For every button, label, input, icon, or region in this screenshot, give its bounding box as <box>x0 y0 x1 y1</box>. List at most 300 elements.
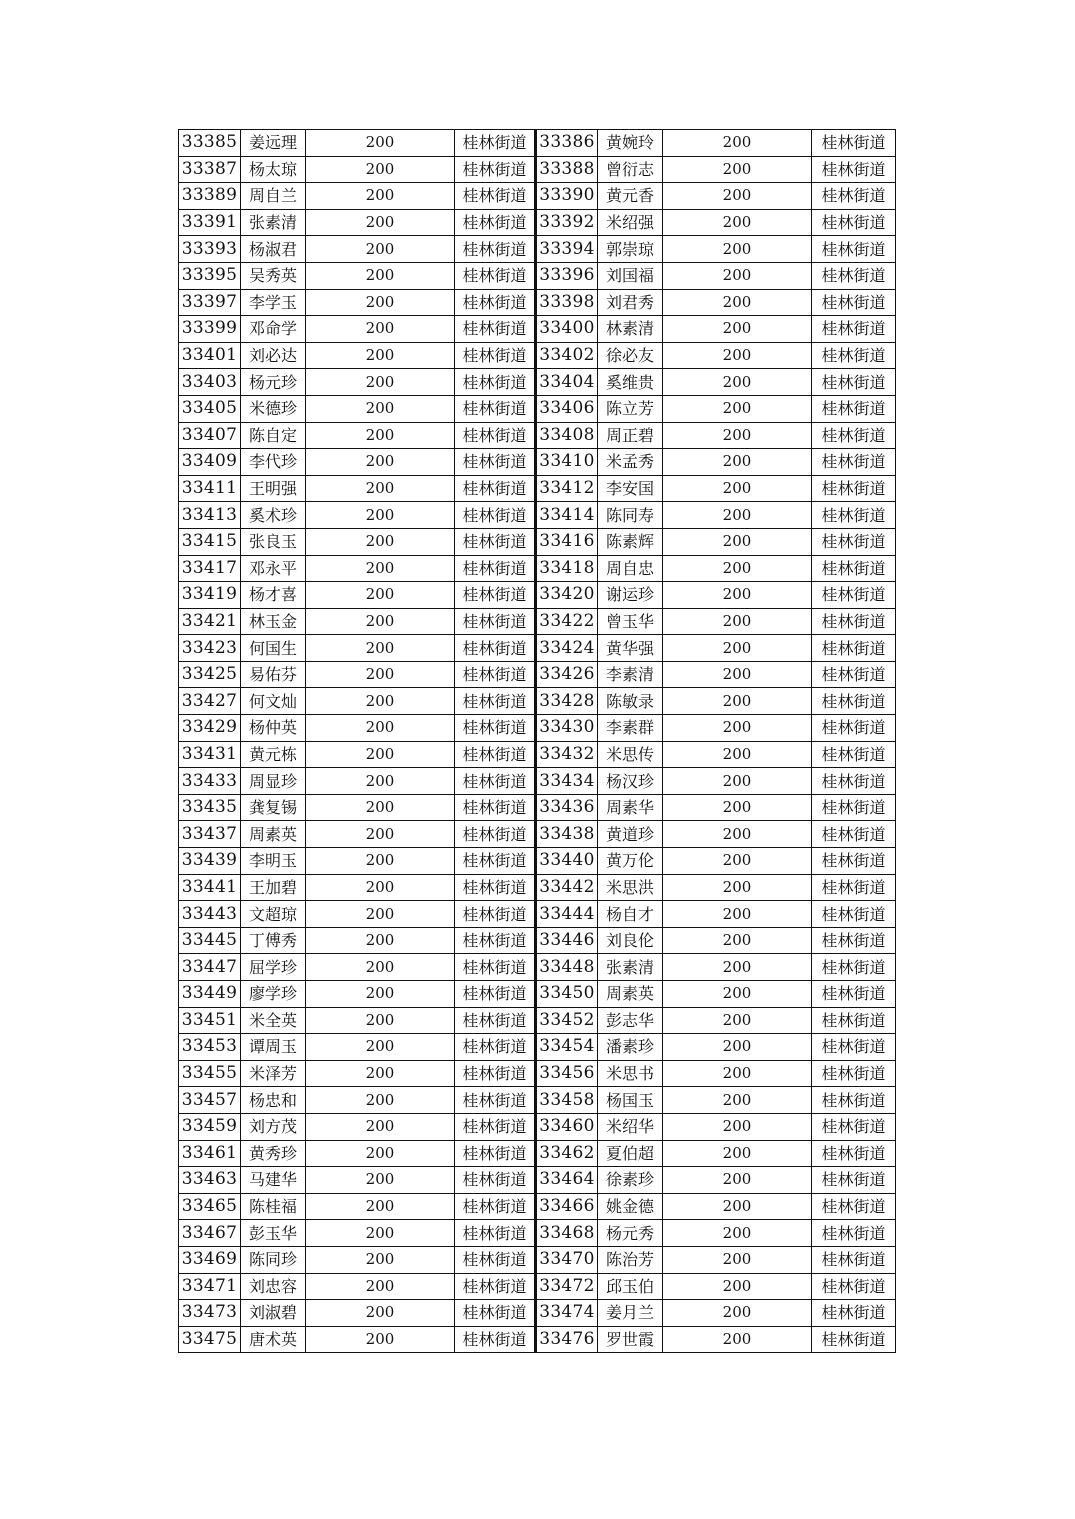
person-name-cell: 杨太琼 <box>241 156 306 183</box>
record-number-cell: 33422 <box>536 608 598 635</box>
person-name-cell: 林素清 <box>598 316 663 343</box>
table-row <box>179 901 896 928</box>
amount-cell: 200 <box>306 369 455 396</box>
street-name-cell: 桂林街道 <box>455 582 536 609</box>
record-number-cell: 33397 <box>179 289 241 316</box>
street-name-cell: 桂林街道 <box>812 635 896 662</box>
amount-cell: 200 <box>663 981 812 1008</box>
person-name-cell: 邱玉伯 <box>598 1273 663 1300</box>
amount-cell: 200 <box>663 369 812 396</box>
street-name-cell: 桂林街道 <box>455 635 536 662</box>
table-row <box>179 156 896 183</box>
amount-cell: 200 <box>663 1326 812 1353</box>
record-number-cell: 33444 <box>536 901 598 928</box>
person-name-cell: 周正碧 <box>598 422 663 449</box>
record-number-cell: 33449 <box>179 981 241 1008</box>
amount-cell: 200 <box>663 156 812 183</box>
record-number-cell: 33461 <box>179 1140 241 1167</box>
street-name-cell: 桂林街道 <box>455 209 536 236</box>
person-name-cell: 李安国 <box>598 475 663 502</box>
street-name-cell: 桂林街道 <box>455 1167 536 1194</box>
record-number-cell: 33436 <box>536 794 598 821</box>
record-number-cell: 33410 <box>536 449 598 476</box>
person-name-cell: 徐素珍 <box>598 1167 663 1194</box>
person-name-cell: 潘素珍 <box>598 1034 663 1061</box>
table-row <box>179 1113 896 1140</box>
amount-cell: 200 <box>306 1273 455 1300</box>
amount-cell: 200 <box>663 874 812 901</box>
street-name-cell: 桂林街道 <box>812 130 896 157</box>
amount-cell: 200 <box>663 794 812 821</box>
record-number-cell: 33473 <box>179 1300 241 1327</box>
street-name-cell: 桂林街道 <box>812 1060 896 1087</box>
person-name-cell: 米绍华 <box>598 1113 663 1140</box>
amount-cell: 200 <box>306 1220 455 1247</box>
person-name-cell: 黄元栋 <box>241 741 306 768</box>
amount-cell: 200 <box>306 130 455 157</box>
amount-cell: 200 <box>306 927 455 954</box>
record-number-cell: 33457 <box>179 1087 241 1114</box>
person-name-cell: 罗世霞 <box>598 1326 663 1353</box>
amount-cell: 200 <box>306 901 455 928</box>
street-name-cell: 桂林街道 <box>455 475 536 502</box>
amount-cell: 200 <box>663 661 812 688</box>
person-name-cell: 刘良伦 <box>598 927 663 954</box>
record-number-cell: 33402 <box>536 342 598 369</box>
table-row <box>179 1087 896 1114</box>
record-number-cell: 33405 <box>179 395 241 422</box>
record-number-cell: 33393 <box>179 236 241 263</box>
record-number-cell: 33450 <box>536 981 598 1008</box>
street-name-cell: 桂林街道 <box>455 768 536 795</box>
person-name-cell: 周显珍 <box>241 768 306 795</box>
person-name-cell: 姜远理 <box>241 130 306 157</box>
amount-cell: 200 <box>306 502 455 529</box>
record-number-cell: 33438 <box>536 821 598 848</box>
amount-cell: 200 <box>663 1060 812 1087</box>
street-name-cell: 桂林街道 <box>455 236 536 263</box>
street-name-cell: 桂林街道 <box>455 848 536 875</box>
street-name-cell: 桂林街道 <box>812 395 896 422</box>
person-name-cell: 马建华 <box>241 1167 306 1194</box>
amount-cell: 200 <box>306 1034 455 1061</box>
record-number-cell: 33443 <box>179 901 241 928</box>
person-name-cell: 陈立芳 <box>598 395 663 422</box>
street-name-cell: 桂林街道 <box>812 1326 896 1353</box>
table-row <box>179 1167 896 1194</box>
person-name-cell: 米泽芳 <box>241 1060 306 1087</box>
amount-cell: 200 <box>306 1087 455 1114</box>
amount-cell: 200 <box>306 1300 455 1327</box>
record-number-cell: 33464 <box>536 1167 598 1194</box>
record-number-cell: 33460 <box>536 1113 598 1140</box>
table-row <box>179 289 896 316</box>
street-name-cell: 桂林街道 <box>455 688 536 715</box>
amount-cell: 200 <box>663 927 812 954</box>
street-name-cell: 桂林街道 <box>455 741 536 768</box>
amount-cell: 200 <box>663 130 812 157</box>
record-number-cell: 33394 <box>536 236 598 263</box>
person-name-cell: 王明强 <box>241 475 306 502</box>
amount-cell: 200 <box>663 475 812 502</box>
person-name-cell: 陈素辉 <box>598 528 663 555</box>
street-name-cell: 桂林街道 <box>455 874 536 901</box>
record-number-cell: 33448 <box>536 954 598 981</box>
amount-cell: 200 <box>306 1193 455 1220</box>
person-name-cell: 张素清 <box>241 209 306 236</box>
record-number-cell: 33396 <box>536 262 598 289</box>
amount-cell: 200 <box>663 608 812 635</box>
person-name-cell: 林玉金 <box>241 608 306 635</box>
person-name-cell: 奚维贵 <box>598 369 663 396</box>
street-name-cell: 桂林街道 <box>455 555 536 582</box>
table-row <box>179 236 896 263</box>
record-number-cell: 33456 <box>536 1060 598 1087</box>
amount-cell: 200 <box>663 1034 812 1061</box>
street-name-cell: 桂林街道 <box>455 901 536 928</box>
record-number-cell: 33407 <box>179 422 241 449</box>
record-number-cell: 33398 <box>536 289 598 316</box>
street-name-cell: 桂林街道 <box>812 1034 896 1061</box>
street-name-cell: 桂林街道 <box>812 1140 896 1167</box>
street-name-cell: 桂林街道 <box>812 1300 896 1327</box>
table-row <box>179 502 896 529</box>
table-row <box>179 449 896 476</box>
street-name-cell: 桂林街道 <box>812 715 896 742</box>
amount-cell: 200 <box>663 449 812 476</box>
table-row <box>179 741 896 768</box>
person-name-cell: 邓命学 <box>241 316 306 343</box>
person-name-cell: 龚复锡 <box>241 794 306 821</box>
person-name-cell: 杨元秀 <box>598 1220 663 1247</box>
record-number-cell: 33399 <box>179 316 241 343</box>
street-name-cell: 桂林街道 <box>812 981 896 1008</box>
record-number-cell: 33439 <box>179 848 241 875</box>
amount-cell: 200 <box>663 1113 812 1140</box>
amount-cell: 200 <box>663 183 812 210</box>
table-row <box>179 1326 896 1353</box>
record-number-cell: 33409 <box>179 449 241 476</box>
table-row <box>179 342 896 369</box>
amount-cell: 200 <box>663 1007 812 1034</box>
person-name-cell: 邓永平 <box>241 555 306 582</box>
record-number-cell: 33385 <box>179 130 241 157</box>
street-name-cell: 桂林街道 <box>455 1087 536 1114</box>
record-number-cell: 33474 <box>536 1300 598 1327</box>
amount-cell: 200 <box>663 1300 812 1327</box>
record-number-cell: 33421 <box>179 608 241 635</box>
record-number-cell: 33427 <box>179 688 241 715</box>
record-number-cell: 33469 <box>179 1246 241 1273</box>
street-name-cell: 桂林街道 <box>812 1167 896 1194</box>
record-number-cell: 33475 <box>179 1326 241 1353</box>
street-name-cell: 桂林街道 <box>812 874 896 901</box>
street-name-cell: 桂林街道 <box>812 901 896 928</box>
street-name-cell: 桂林街道 <box>455 927 536 954</box>
street-name-cell: 桂林街道 <box>455 130 536 157</box>
street-name-cell: 桂林街道 <box>455 1113 536 1140</box>
street-name-cell: 桂林街道 <box>812 608 896 635</box>
street-name-cell: 桂林街道 <box>812 289 896 316</box>
person-name-cell: 杨才喜 <box>241 582 306 609</box>
amount-cell: 200 <box>663 1140 812 1167</box>
record-number-cell: 33466 <box>536 1193 598 1220</box>
record-number-cell: 33451 <box>179 1007 241 1034</box>
record-number-cell: 33428 <box>536 688 598 715</box>
record-number-cell: 33411 <box>179 475 241 502</box>
table-row <box>179 1060 896 1087</box>
table-row <box>179 794 896 821</box>
table-row <box>179 954 896 981</box>
amount-cell: 200 <box>663 1220 812 1247</box>
record-number-cell: 33420 <box>536 582 598 609</box>
person-name-cell: 何国生 <box>241 635 306 662</box>
street-name-cell: 桂林街道 <box>455 981 536 1008</box>
amount-cell: 200 <box>663 582 812 609</box>
amount-cell: 200 <box>663 555 812 582</box>
amount-cell: 200 <box>306 582 455 609</box>
record-number-cell: 33468 <box>536 1220 598 1247</box>
person-name-cell: 杨淑君 <box>241 236 306 263</box>
amount-cell: 200 <box>306 528 455 555</box>
record-number-cell: 33390 <box>536 183 598 210</box>
record-number-cell: 33442 <box>536 874 598 901</box>
amount-cell: 200 <box>306 954 455 981</box>
amount-cell: 200 <box>306 661 455 688</box>
amount-cell: 200 <box>306 821 455 848</box>
table-row <box>179 821 896 848</box>
street-name-cell: 桂林街道 <box>812 502 896 529</box>
person-name-cell: 王加碧 <box>241 874 306 901</box>
amount-cell: 200 <box>663 821 812 848</box>
street-name-cell: 桂林街道 <box>812 528 896 555</box>
record-number-cell: 33392 <box>536 209 598 236</box>
record-number-cell: 33458 <box>536 1087 598 1114</box>
record-number-cell: 33467 <box>179 1220 241 1247</box>
person-name-cell: 丁傅秀 <box>241 927 306 954</box>
amount-cell: 200 <box>306 688 455 715</box>
record-number-cell: 33476 <box>536 1326 598 1353</box>
amount-cell: 200 <box>663 635 812 662</box>
amount-cell: 200 <box>663 209 812 236</box>
amount-cell: 200 <box>306 262 455 289</box>
street-name-cell: 桂林街道 <box>812 555 896 582</box>
street-name-cell: 桂林街道 <box>812 741 896 768</box>
table-row <box>179 715 896 742</box>
person-name-cell: 米绍强 <box>598 209 663 236</box>
street-name-cell: 桂林街道 <box>455 369 536 396</box>
street-name-cell: 桂林街道 <box>812 236 896 263</box>
person-name-cell: 徐必友 <box>598 342 663 369</box>
person-name-cell: 刘淑碧 <box>241 1300 306 1327</box>
person-name-cell: 陈桂福 <box>241 1193 306 1220</box>
street-name-cell: 桂林街道 <box>455 715 536 742</box>
record-number-cell: 33387 <box>179 156 241 183</box>
record-number-cell: 33404 <box>536 369 598 396</box>
record-number-cell: 33415 <box>179 528 241 555</box>
person-name-cell: 米孟秀 <box>598 449 663 476</box>
street-name-cell: 桂林街道 <box>812 848 896 875</box>
table-row <box>179 768 896 795</box>
amount-cell: 200 <box>306 768 455 795</box>
record-number-cell: 33418 <box>536 555 598 582</box>
amount-cell: 200 <box>663 688 812 715</box>
street-name-cell: 桂林街道 <box>455 449 536 476</box>
amount-cell: 200 <box>306 874 455 901</box>
street-name-cell: 桂林街道 <box>812 661 896 688</box>
amount-cell: 200 <box>663 741 812 768</box>
person-name-cell: 奚术珍 <box>241 502 306 529</box>
amount-cell: 200 <box>663 715 812 742</box>
table-row <box>179 316 896 343</box>
amount-cell: 200 <box>306 449 455 476</box>
table-row <box>179 555 896 582</box>
street-name-cell: 桂林街道 <box>455 395 536 422</box>
person-name-cell: 杨国玉 <box>598 1087 663 1114</box>
table-row <box>179 369 896 396</box>
person-name-cell: 曾玉华 <box>598 608 663 635</box>
record-number-cell: 33406 <box>536 395 598 422</box>
person-name-cell: 刘国福 <box>598 262 663 289</box>
amount-cell: 200 <box>663 262 812 289</box>
street-name-cell: 桂林街道 <box>455 1193 536 1220</box>
roster-body <box>179 130 896 1353</box>
table-row <box>179 1193 896 1220</box>
roster-table <box>178 129 896 1353</box>
record-number-cell: 33446 <box>536 927 598 954</box>
person-name-cell: 张素清 <box>598 954 663 981</box>
person-name-cell: 姜月兰 <box>598 1300 663 1327</box>
table-row <box>179 528 896 555</box>
person-name-cell: 李学玉 <box>241 289 306 316</box>
table-row <box>179 1220 896 1247</box>
amount-cell: 200 <box>306 635 455 662</box>
person-name-cell: 杨汉珍 <box>598 768 663 795</box>
table-row <box>179 209 896 236</box>
person-name-cell: 陈治芳 <box>598 1246 663 1273</box>
table-row <box>179 1007 896 1034</box>
table-row <box>179 874 896 901</box>
record-number-cell: 33432 <box>536 741 598 768</box>
person-name-cell: 杨仲英 <box>241 715 306 742</box>
table-row <box>179 582 896 609</box>
street-name-cell: 桂林街道 <box>812 209 896 236</box>
street-name-cell: 桂林街道 <box>455 422 536 449</box>
person-name-cell: 屈学珍 <box>241 954 306 981</box>
amount-cell: 200 <box>306 1060 455 1087</box>
amount-cell: 200 <box>306 183 455 210</box>
table-row <box>179 688 896 715</box>
street-name-cell: 桂林街道 <box>812 1193 896 1220</box>
street-name-cell: 桂林街道 <box>455 661 536 688</box>
amount-cell: 200 <box>306 209 455 236</box>
person-name-cell: 刘忠容 <box>241 1273 306 1300</box>
person-name-cell: 刘必达 <box>241 342 306 369</box>
street-name-cell: 桂林街道 <box>812 316 896 343</box>
record-number-cell: 33426 <box>536 661 598 688</box>
street-name-cell: 桂林街道 <box>812 1087 896 1114</box>
person-name-cell: 米德珍 <box>241 395 306 422</box>
record-number-cell: 33459 <box>179 1113 241 1140</box>
amount-cell: 200 <box>306 741 455 768</box>
street-name-cell: 桂林街道 <box>455 1220 536 1247</box>
person-name-cell: 陈同寿 <box>598 502 663 529</box>
amount-cell: 200 <box>306 794 455 821</box>
street-name-cell: 桂林街道 <box>812 262 896 289</box>
person-name-cell: 谢运珍 <box>598 582 663 609</box>
person-name-cell: 杨自才 <box>598 901 663 928</box>
record-number-cell: 33453 <box>179 1034 241 1061</box>
person-name-cell: 黄万伦 <box>598 848 663 875</box>
table-row <box>179 661 896 688</box>
amount-cell: 200 <box>663 1273 812 1300</box>
table-row <box>179 395 896 422</box>
table-row <box>179 475 896 502</box>
street-name-cell: 桂林街道 <box>812 183 896 210</box>
street-name-cell: 桂林街道 <box>812 449 896 476</box>
person-name-cell: 陈自定 <box>241 422 306 449</box>
amount-cell: 200 <box>663 768 812 795</box>
amount-cell: 200 <box>663 289 812 316</box>
record-number-cell: 33403 <box>179 369 241 396</box>
person-name-cell: 周素英 <box>241 821 306 848</box>
amount-cell: 200 <box>306 236 455 263</box>
record-number-cell: 33463 <box>179 1167 241 1194</box>
street-name-cell: 桂林街道 <box>812 1273 896 1300</box>
table-row <box>179 1273 896 1300</box>
amount-cell: 200 <box>663 528 812 555</box>
table-row <box>179 927 896 954</box>
person-name-cell: 何文灿 <box>241 688 306 715</box>
record-number-cell: 33471 <box>179 1273 241 1300</box>
record-number-cell: 33445 <box>179 927 241 954</box>
street-name-cell: 桂林街道 <box>812 1220 896 1247</box>
record-number-cell: 33401 <box>179 342 241 369</box>
amount-cell: 200 <box>306 1140 455 1167</box>
table-row <box>179 1140 896 1167</box>
amount-cell: 200 <box>663 342 812 369</box>
record-number-cell: 33454 <box>536 1034 598 1061</box>
street-name-cell: 桂林街道 <box>812 342 896 369</box>
amount-cell: 200 <box>306 422 455 449</box>
street-name-cell: 桂林街道 <box>812 1113 896 1140</box>
record-number-cell: 33470 <box>536 1246 598 1273</box>
street-name-cell: 桂林街道 <box>812 422 896 449</box>
amount-cell: 200 <box>306 1246 455 1273</box>
person-name-cell: 杨元珍 <box>241 369 306 396</box>
amount-cell: 200 <box>663 1246 812 1273</box>
person-name-cell: 李素清 <box>598 661 663 688</box>
street-name-cell: 桂林街道 <box>455 156 536 183</box>
table-row <box>179 635 896 662</box>
amount-cell: 200 <box>306 555 455 582</box>
street-name-cell: 桂林街道 <box>812 768 896 795</box>
street-name-cell: 桂林街道 <box>455 183 536 210</box>
person-name-cell: 刘方茂 <box>241 1113 306 1140</box>
amount-cell: 200 <box>306 395 455 422</box>
table-row <box>179 1034 896 1061</box>
street-name-cell: 桂林街道 <box>455 262 536 289</box>
record-number-cell: 33416 <box>536 528 598 555</box>
person-name-cell: 文超琼 <box>241 901 306 928</box>
person-name-cell: 彭志华 <box>598 1007 663 1034</box>
street-name-cell: 桂林街道 <box>455 1246 536 1273</box>
person-name-cell: 姚金德 <box>598 1193 663 1220</box>
street-name-cell: 桂林街道 <box>812 688 896 715</box>
record-number-cell: 33423 <box>179 635 241 662</box>
amount-cell: 200 <box>306 1167 455 1194</box>
amount-cell: 200 <box>663 502 812 529</box>
